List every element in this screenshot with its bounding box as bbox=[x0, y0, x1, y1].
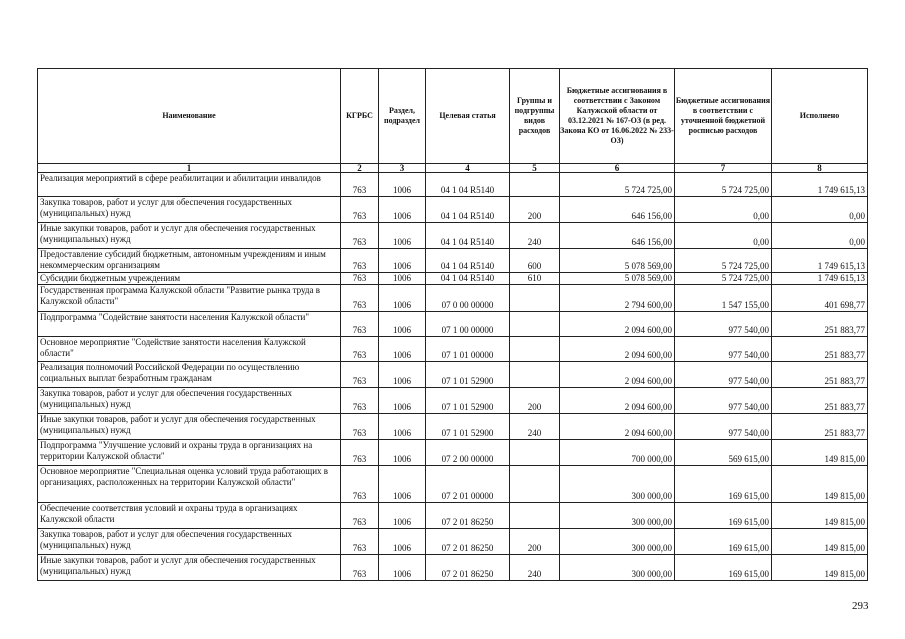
row-target: 07 2 01 86250 bbox=[426, 503, 510, 529]
row-target: 04 1 04 R5140 bbox=[426, 223, 510, 249]
table-row bbox=[38, 249, 868, 273]
row-name: Реализация мероприятий в сфере реабилитации и абилитации инвалидов bbox=[38, 173, 341, 197]
header-executed: Исполнено bbox=[772, 69, 868, 164]
row-executed-amount: 149 815,00 bbox=[772, 529, 868, 555]
row-section: 1006 bbox=[379, 285, 426, 312]
row-kgrbs: 763 bbox=[341, 529, 379, 555]
table-row bbox=[38, 173, 868, 197]
header-name: Наименование bbox=[38, 69, 341, 164]
row-kgrbs: 763 bbox=[341, 388, 379, 414]
row-target: 07 1 01 00000 bbox=[426, 337, 510, 362]
row-name: Реализация полномочий Российской Федерации по осуществлению социальных выплат безработным гражданам bbox=[38, 362, 341, 388]
row-refined-amount: 169 615,00 bbox=[675, 555, 772, 581]
row-refined-amount: 977 540,00 bbox=[675, 312, 772, 337]
row-executed-amount: 149 815,00 bbox=[772, 440, 868, 466]
row-refined-amount: 0,00 bbox=[675, 197, 772, 223]
row-target: 04 1 04 R5140 bbox=[426, 273, 510, 285]
table-row bbox=[38, 223, 868, 249]
column-number: 8 bbox=[772, 164, 868, 173]
row-kgrbs: 763 bbox=[341, 337, 379, 362]
column-number: 6 bbox=[560, 164, 675, 173]
row-refined-amount: 977 540,00 bbox=[675, 337, 772, 362]
row-executed-amount: 1 749 615,13 bbox=[772, 173, 868, 197]
row-section: 1006 bbox=[379, 337, 426, 362]
row-group: 240 bbox=[510, 555, 560, 581]
table-row bbox=[38, 414, 868, 440]
table-row bbox=[38, 197, 868, 223]
row-law-amount: 5 078 569,00 bbox=[560, 249, 675, 273]
row-refined-amount: 0,00 bbox=[675, 223, 772, 249]
row-name: Иные закупки товаров, работ и услуг для обеспечения государственных (муниципальных) нужд bbox=[38, 223, 341, 249]
row-group bbox=[510, 466, 560, 503]
row-section: 1006 bbox=[379, 173, 426, 197]
row-group bbox=[510, 362, 560, 388]
page-number: 293 bbox=[852, 600, 869, 612]
row-law-amount: 5 078 569,00 bbox=[560, 273, 675, 285]
row-section: 1006 bbox=[379, 414, 426, 440]
row-law-amount: 646 156,00 bbox=[560, 223, 675, 249]
row-kgrbs: 763 bbox=[341, 503, 379, 529]
row-refined-amount: 169 615,00 bbox=[675, 466, 772, 503]
row-section: 1006 bbox=[379, 388, 426, 414]
row-kgrbs: 763 bbox=[341, 414, 379, 440]
column-number: 5 bbox=[510, 164, 560, 173]
budget-table bbox=[37, 68, 868, 581]
row-target: 07 1 01 52900 bbox=[426, 362, 510, 388]
row-refined-amount: 977 540,00 bbox=[675, 388, 772, 414]
row-law-amount: 300 000,00 bbox=[560, 466, 675, 503]
row-group: 200 bbox=[510, 529, 560, 555]
row-section: 1006 bbox=[379, 312, 426, 337]
row-law-amount: 700 000,00 bbox=[560, 440, 675, 466]
row-group: 200 bbox=[510, 388, 560, 414]
row-law-amount: 5 724 725,00 bbox=[560, 173, 675, 197]
row-kgrbs: 763 bbox=[341, 466, 379, 503]
row-target: 07 2 01 86250 bbox=[426, 555, 510, 581]
row-law-amount: 2 094 600,00 bbox=[560, 337, 675, 362]
row-kgrbs: 763 bbox=[341, 312, 379, 337]
column-number: 7 bbox=[675, 164, 772, 173]
row-name: Иные закупки товаров, работ и услуг для обеспечения государственных (муниципальных) нужд bbox=[38, 414, 341, 440]
row-kgrbs: 763 bbox=[341, 555, 379, 581]
row-group bbox=[510, 173, 560, 197]
row-executed-amount: 251 883,77 bbox=[772, 362, 868, 388]
row-refined-amount: 5 724 725,00 bbox=[675, 273, 772, 285]
row-executed-amount: 401 698,77 bbox=[772, 285, 868, 312]
row-kgrbs: 763 bbox=[341, 362, 379, 388]
row-refined-amount: 169 615,00 bbox=[675, 503, 772, 529]
header-target: Целевая статья bbox=[426, 69, 510, 164]
row-target: 04 1 04 R5140 bbox=[426, 173, 510, 197]
row-group: 240 bbox=[510, 414, 560, 440]
row-law-amount: 2 794 600,00 bbox=[560, 285, 675, 312]
row-law-amount: 646 156,00 bbox=[560, 197, 675, 223]
row-kgrbs: 763 bbox=[341, 249, 379, 273]
column-number: 1 bbox=[38, 164, 341, 173]
row-group bbox=[510, 285, 560, 312]
row-group: 600 bbox=[510, 249, 560, 273]
row-executed-amount: 251 883,77 bbox=[772, 414, 868, 440]
row-group bbox=[510, 440, 560, 466]
row-law-amount: 2 094 600,00 bbox=[560, 312, 675, 337]
row-section: 1006 bbox=[379, 466, 426, 503]
row-executed-amount: 149 815,00 bbox=[772, 503, 868, 529]
row-target: 07 1 00 00000 bbox=[426, 312, 510, 337]
table-row bbox=[38, 440, 868, 466]
row-law-amount: 300 000,00 bbox=[560, 503, 675, 529]
row-section: 1006 bbox=[379, 503, 426, 529]
row-kgrbs: 763 bbox=[341, 285, 379, 312]
row-name: Государственная программа Калужской области "Развитие рынка труда в Калужской области" bbox=[38, 285, 341, 312]
row-section: 1006 bbox=[379, 440, 426, 466]
row-name: Основное мероприятие "Содействие занятости населения Калужской области" bbox=[38, 337, 341, 362]
row-target: 07 1 01 52900 bbox=[426, 388, 510, 414]
row-kgrbs: 763 bbox=[341, 440, 379, 466]
column-number: 2 bbox=[341, 164, 379, 173]
row-name: Подпрограмма "Улучшение условий и охраны труда в организациях на территории Калужской области" bbox=[38, 440, 341, 466]
header-law-allocation: Бюджетные ассигнования в соответствии с Законом Калужской области от 03.12.2021 № 167-ОЗ (в ред. Закона КО от 16.06.2022 № 233-ОЗ) bbox=[560, 69, 675, 164]
row-target: 07 2 00 00000 bbox=[426, 440, 510, 466]
table-row bbox=[38, 388, 868, 414]
row-section: 1006 bbox=[379, 362, 426, 388]
row-refined-amount: 5 724 725,00 bbox=[675, 173, 772, 197]
row-target: 04 1 04 R5140 bbox=[426, 249, 510, 273]
row-executed-amount: 149 815,00 bbox=[772, 466, 868, 503]
row-executed-amount: 251 883,77 bbox=[772, 388, 868, 414]
header-groups: Группы и подгруппы видов расходов bbox=[510, 69, 560, 164]
row-target: 07 1 01 52900 bbox=[426, 414, 510, 440]
row-name: Закупка товаров, работ и услуг для обеспечения государственных (муниципальных) нужд bbox=[38, 388, 341, 414]
table-row bbox=[38, 555, 868, 581]
row-refined-amount: 1 547 155,00 bbox=[675, 285, 772, 312]
row-target: 07 0 00 00000 bbox=[426, 285, 510, 312]
row-name: Предоставление субсидий бюджетным, автономным учреждениям и иным некоммерческим организациям bbox=[38, 249, 341, 273]
table-row bbox=[38, 503, 868, 529]
row-executed-amount: 251 883,77 bbox=[772, 312, 868, 337]
table-row bbox=[38, 362, 868, 388]
table-row bbox=[38, 466, 868, 503]
row-executed-amount: 1 749 615,13 bbox=[772, 249, 868, 273]
row-target: 07 2 01 86250 bbox=[426, 529, 510, 555]
row-executed-amount: 0,00 bbox=[772, 197, 868, 223]
row-group: 610 bbox=[510, 273, 560, 285]
row-name: Субсидии бюджетным учреждениям bbox=[38, 273, 341, 285]
row-section: 1006 bbox=[379, 249, 426, 273]
table-row bbox=[38, 529, 868, 555]
row-executed-amount: 1 749 615,13 bbox=[772, 273, 868, 285]
column-number-row bbox=[38, 164, 868, 173]
row-refined-amount: 169 615,00 bbox=[675, 529, 772, 555]
row-name: Обеспечение соответствия условий и охраны труда в организациях Калужской области bbox=[38, 503, 341, 529]
row-kgrbs: 763 bbox=[341, 273, 379, 285]
row-name: Иные закупки товаров, работ и услуг для обеспечения государственных (муниципальных) нужд bbox=[38, 555, 341, 581]
row-refined-amount: 5 724 725,00 bbox=[675, 249, 772, 273]
row-section: 1006 bbox=[379, 273, 426, 285]
row-refined-amount: 569 615,00 bbox=[675, 440, 772, 466]
row-section: 1006 bbox=[379, 223, 426, 249]
row-law-amount: 300 000,00 bbox=[560, 529, 675, 555]
header-refined-allocation: Бюджетные ассигнования в соответствии с уточненной бюджетной росписью расходов bbox=[675, 69, 772, 164]
table-row bbox=[38, 312, 868, 337]
row-kgrbs: 763 bbox=[341, 223, 379, 249]
row-group: 200 bbox=[510, 197, 560, 223]
row-law-amount: 2 094 600,00 bbox=[560, 388, 675, 414]
row-name: Подпрограмма "Содействие занятости населения Калужской области" bbox=[38, 312, 341, 337]
header-kgrbs: КГРБС bbox=[341, 69, 379, 164]
row-executed-amount: 251 883,77 bbox=[772, 337, 868, 362]
row-section: 1006 bbox=[379, 529, 426, 555]
table-row bbox=[38, 337, 868, 362]
row-name: Закупка товаров, работ и услуг для обеспечения государственных (муниципальных) нужд bbox=[38, 529, 341, 555]
header-section: Раздел, подраздел bbox=[379, 69, 426, 164]
row-name: Основное мероприятие "Специальная оценка условий труда работающих в организациях, расположенных на территории Калужской области" bbox=[38, 466, 341, 503]
row-name: Закупка товаров, работ и услуг для обеспечения государственных (муниципальных) нужд bbox=[38, 197, 341, 223]
row-kgrbs: 763 bbox=[341, 197, 379, 223]
row-target: 04 1 04 R5140 bbox=[426, 197, 510, 223]
table-row bbox=[38, 273, 868, 285]
row-group bbox=[510, 337, 560, 362]
column-number: 3 bbox=[379, 164, 426, 173]
row-group: 240 bbox=[510, 223, 560, 249]
row-section: 1006 bbox=[379, 197, 426, 223]
row-law-amount: 2 094 600,00 bbox=[560, 414, 675, 440]
table-row bbox=[38, 285, 868, 312]
row-law-amount: 300 000,00 bbox=[560, 555, 675, 581]
row-refined-amount: 977 540,00 bbox=[675, 362, 772, 388]
row-target: 07 2 01 00000 bbox=[426, 466, 510, 503]
row-group bbox=[510, 312, 560, 337]
row-group bbox=[510, 503, 560, 529]
column-number: 4 bbox=[426, 164, 510, 173]
row-refined-amount: 977 540,00 bbox=[675, 414, 772, 440]
row-kgrbs: 763 bbox=[341, 173, 379, 197]
row-section: 1006 bbox=[379, 555, 426, 581]
row-law-amount: 2 094 600,00 bbox=[560, 362, 675, 388]
row-executed-amount: 149 815,00 bbox=[772, 555, 868, 581]
row-executed-amount: 0,00 bbox=[772, 223, 868, 249]
